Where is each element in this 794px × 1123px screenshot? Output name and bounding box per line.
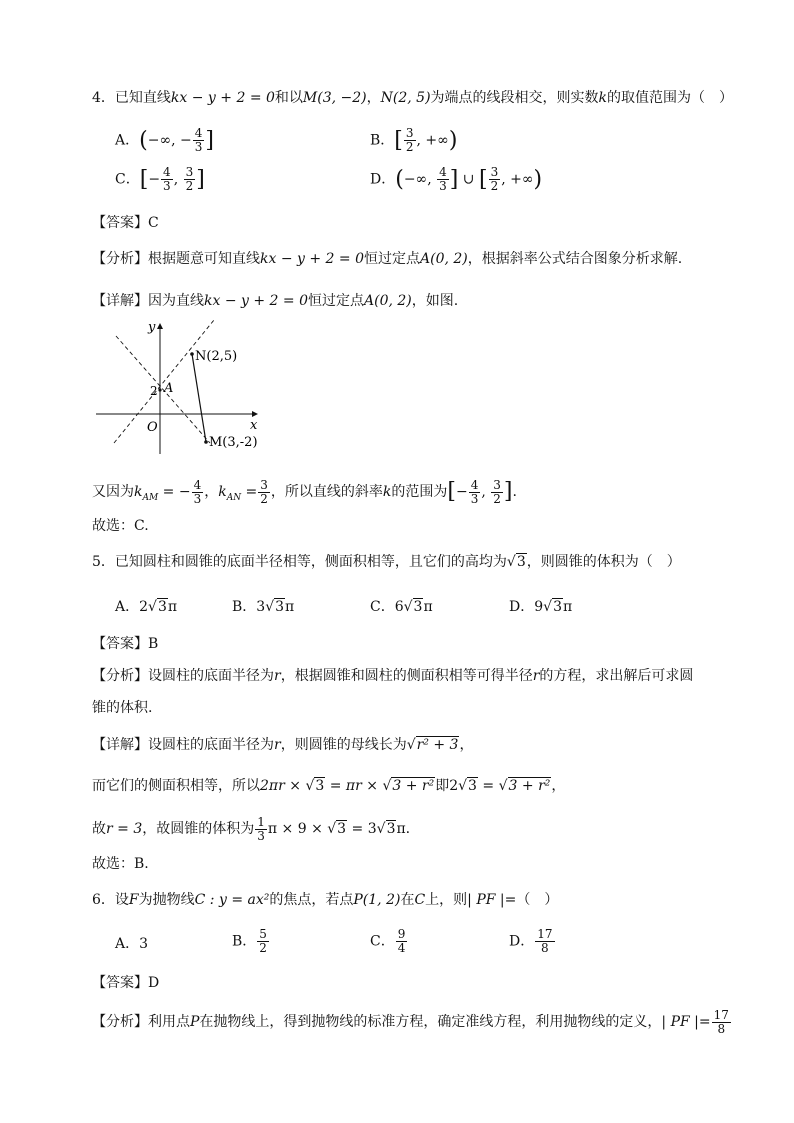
q6-option-a: A．3 <box>115 936 149 952</box>
label-2: 2 <box>150 384 158 398</box>
q4-slope-line: 又因为$k_{AM}$ = − $\frac{4}{3}$ ，$k_{AN}$ = $\frac{3}{2}$ ，所以直线的斜率k的范围为[− $\frac{4}{3}$ , $\frac{3}{2}$ ]. <box>92 477 517 506</box>
q5-conclusion: 故选：B. <box>92 856 149 872</box>
q5-option-c: C．6√3π <box>370 599 433 615</box>
q4-option-c: C．[− $\frac{4}{3}$ , $\frac{3}{2}$ ] <box>115 165 205 193</box>
q5-detail-line3: 故r = 3，故圆锥的体积为 $\frac{1}{3}$ π × 9 × √3 = 3√3π. <box>92 814 411 843</box>
label-y: y <box>148 320 156 335</box>
q4-answer: 【答案】C <box>92 215 159 231</box>
label-n: N(2,5) <box>195 349 238 364</box>
q4-option-b: B．[ $\frac{3}{2}$ , +∞) <box>370 126 458 154</box>
q5-analysis-line2: 锥的体积. <box>92 700 153 716</box>
segment-mn <box>192 354 206 442</box>
q4-analysis: 【分析】根据题意可知直线kx − y + 2 = 0恒过定点A(0, 2)，根据斜率公式结合图象分析求解. <box>92 251 683 267</box>
q6-option-b: B． $\frac{5}{2}$ <box>232 927 267 955</box>
q5-option-d: D．9√3π <box>509 599 573 615</box>
q5-analysis-line1: 【分析】设圆柱的底面半径为r，根据圆锥和圆柱的侧面积相等可得半径r的方程，求出解后可求圆 <box>92 668 694 684</box>
q5-detail-line1: 【详解】设圆柱的底面半径为r，则圆锥的母线长为√r² + 3， <box>92 737 474 753</box>
label-o: O <box>147 420 158 435</box>
q6-option-c: C． $\frac{9}{4}$ <box>370 927 406 955</box>
q4-option-d: D．(−∞, $\frac{4}{3}$ ] ∪ [ $\frac{3}{2}$ , +∞) <box>370 165 543 193</box>
point-a <box>158 388 161 391</box>
q5-option-a: A．2√3π <box>115 599 178 615</box>
q5-answer: 【答案】B <box>92 636 159 652</box>
q6-answer: 【答案】D <box>92 975 160 991</box>
q5-stem: 5．已知圆柱和圆锥的底面半径相等，侧面积相等，且它们的高均为√3，则圆锥的体积为（ ） <box>92 554 681 570</box>
q6-stem: 6．设F为抛物线C : y = ax²的焦点，若点P(1, 2)在C上，则| PF |=（ ） <box>92 892 559 908</box>
q4-stem: 4．已知直线kx − y + 2 = 0和以M(3, −2)，N(2, 5)为端点的线段相交，则实数k的取值范围为（ ） <box>92 90 734 106</box>
label-a: A <box>164 381 174 396</box>
q4-option-a: A．(−∞, − $\frac{4}{3}$ ] <box>115 126 214 154</box>
point-n <box>190 352 194 356</box>
q6-analysis: 【分析】利用点P在抛物线上，得到抛物线的标准方程，确定准线方程，利用抛物线的定义，| PF |= $\frac{17}{8}$ <box>92 1007 729 1036</box>
label-x: x <box>250 418 258 433</box>
label-m: M(3,-2) <box>209 435 258 450</box>
point-m <box>204 440 208 444</box>
q5-option-b: B．3√3π <box>232 599 295 615</box>
q4-conclusion: 故选：C. <box>92 518 149 534</box>
q4-detail: 【详解】因为直线kx − y + 2 = 0恒过定点A(0, 2)，如图. <box>92 293 459 309</box>
q4-figure <box>92 318 272 458</box>
q5-detail-line2: 而它们的侧面积相等，所以2πr × √3 = πr × √3 + r²即2√3 = √3 + r²， <box>92 778 566 794</box>
q6-option-d: D． $\frac{17}{8}$ <box>509 927 553 955</box>
